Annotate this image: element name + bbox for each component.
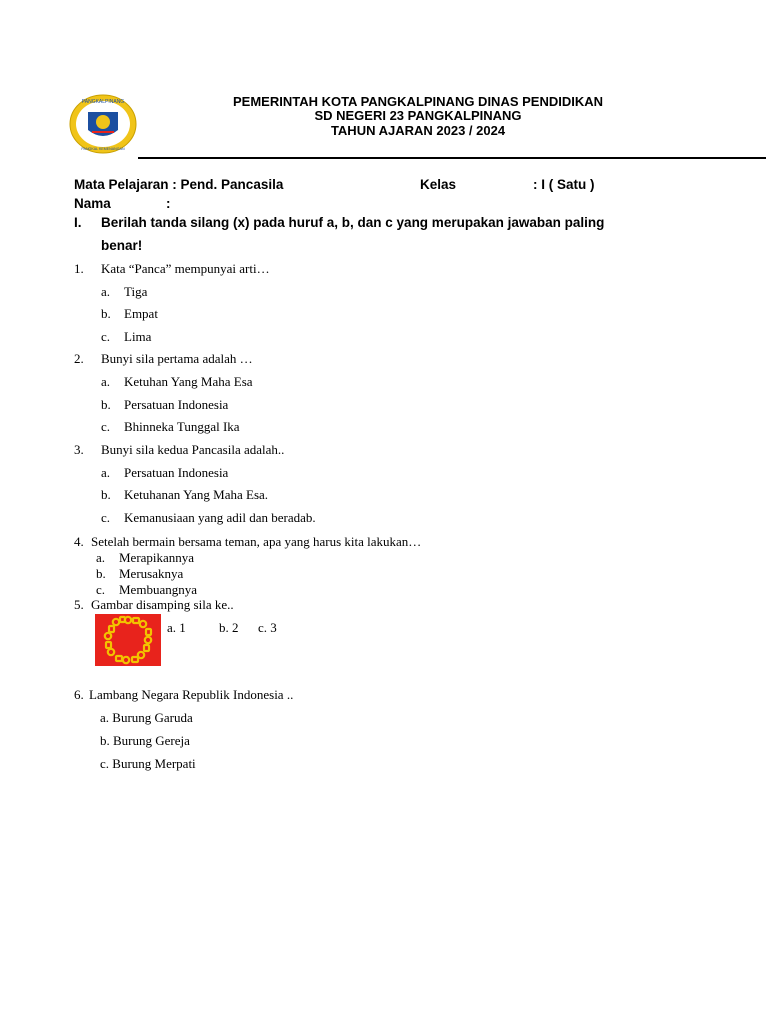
question-text: Gambar disamping sila ke.. — [91, 597, 234, 612]
option-letter: c. — [101, 329, 111, 344]
option-text: Persatuan Indonesia — [124, 465, 229, 480]
option-text: Persatuan Indonesia — [124, 397, 229, 412]
name-label: Nama — [74, 196, 111, 211]
option-letter: a. — [96, 550, 106, 565]
question-text: Bunyi sila kedua Pancasila adalah.. — [101, 442, 285, 457]
option-letter: a. — [101, 374, 111, 389]
option-letter: b. — [101, 397, 111, 412]
header-line-3: TAHUN AJARAN 2023 / 2024 — [330, 123, 506, 138]
logo-text-bottom: PANGKAL KEMENANGAN — [81, 147, 125, 151]
section-instruction-line-2: benar! — [101, 238, 143, 253]
answer-option-c: c. 3 — [258, 620, 277, 635]
name-colon: : — [166, 196, 171, 211]
class-value: : I ( Satu ) — [533, 177, 595, 192]
question-number: 2. — [74, 351, 84, 366]
question-text: Lambang Negara Republik Indonesia .. — [89, 687, 294, 702]
question-number: 3. — [74, 442, 84, 457]
class-label: Kelas — [420, 177, 457, 192]
header-line-2: SD NEGERI 23 PANGKALPINANG — [314, 108, 522, 123]
option-text: Merusaknya — [119, 566, 184, 581]
question-text: Bunyi sila pertama adalah … — [101, 351, 253, 366]
logo-text-top: PANGKALPINANG — [81, 99, 125, 105]
option-letter: b. — [96, 566, 106, 581]
option-letter: c. — [101, 510, 111, 525]
option-letter: b. — [101, 306, 111, 321]
answer-option-a: a. 1 — [167, 620, 186, 635]
question-number: 4. — [74, 534, 84, 549]
option-text: Membuangnya — [119, 582, 197, 597]
option-letter: b. — [101, 487, 111, 502]
question-number: 5. — [74, 597, 84, 612]
option-text: b. Burung Gereja — [100, 733, 190, 748]
question-text: Kata “Panca” mempunyai arti… — [101, 261, 270, 276]
answer-option-b: b. 2 — [219, 620, 239, 635]
section-number: I. — [74, 215, 82, 230]
option-text: Ketuhanan Yang Maha Esa. — [124, 487, 269, 502]
option-text: Ketuhan Yang Maha Esa — [124, 374, 253, 389]
header-line-1: PEMERINTAH KOTA PANGKALPINANG DINAS PENDIDIKAN — [232, 94, 604, 109]
option-text: a. Burung Garuda — [100, 710, 193, 725]
option-text: c. Burung Merpati — [100, 756, 196, 771]
option-letter: a. — [101, 465, 111, 480]
option-text: Empat — [124, 306, 158, 321]
subject-label: Mata Pelajaran : Pend. Pancasila — [74, 177, 284, 192]
question-text: Setelah bermain bersama teman, apa yang harus kita lakukan… — [91, 534, 422, 549]
question-number: 6. — [74, 687, 84, 702]
option-text: Lima — [124, 329, 152, 344]
option-text: Bhinneka Tunggal Ika — [124, 419, 240, 434]
option-text: Merapikannya — [119, 550, 195, 565]
chain-symbol-image — [95, 614, 161, 666]
option-letter: a. — [101, 284, 111, 299]
option-text: Kemanusiaan yang adil dan beradab. — [124, 510, 316, 525]
option-letter: c. — [96, 582, 106, 597]
header-divider — [138, 157, 766, 159]
option-letter: c. — [101, 419, 111, 434]
question-number: 1. — [74, 261, 84, 276]
option-text: Tiga — [124, 284, 148, 299]
section-instruction-line-1: Berilah tanda silang (x) pada huruf a, b, dan c yang merupakan jawaban paling — [101, 215, 605, 230]
